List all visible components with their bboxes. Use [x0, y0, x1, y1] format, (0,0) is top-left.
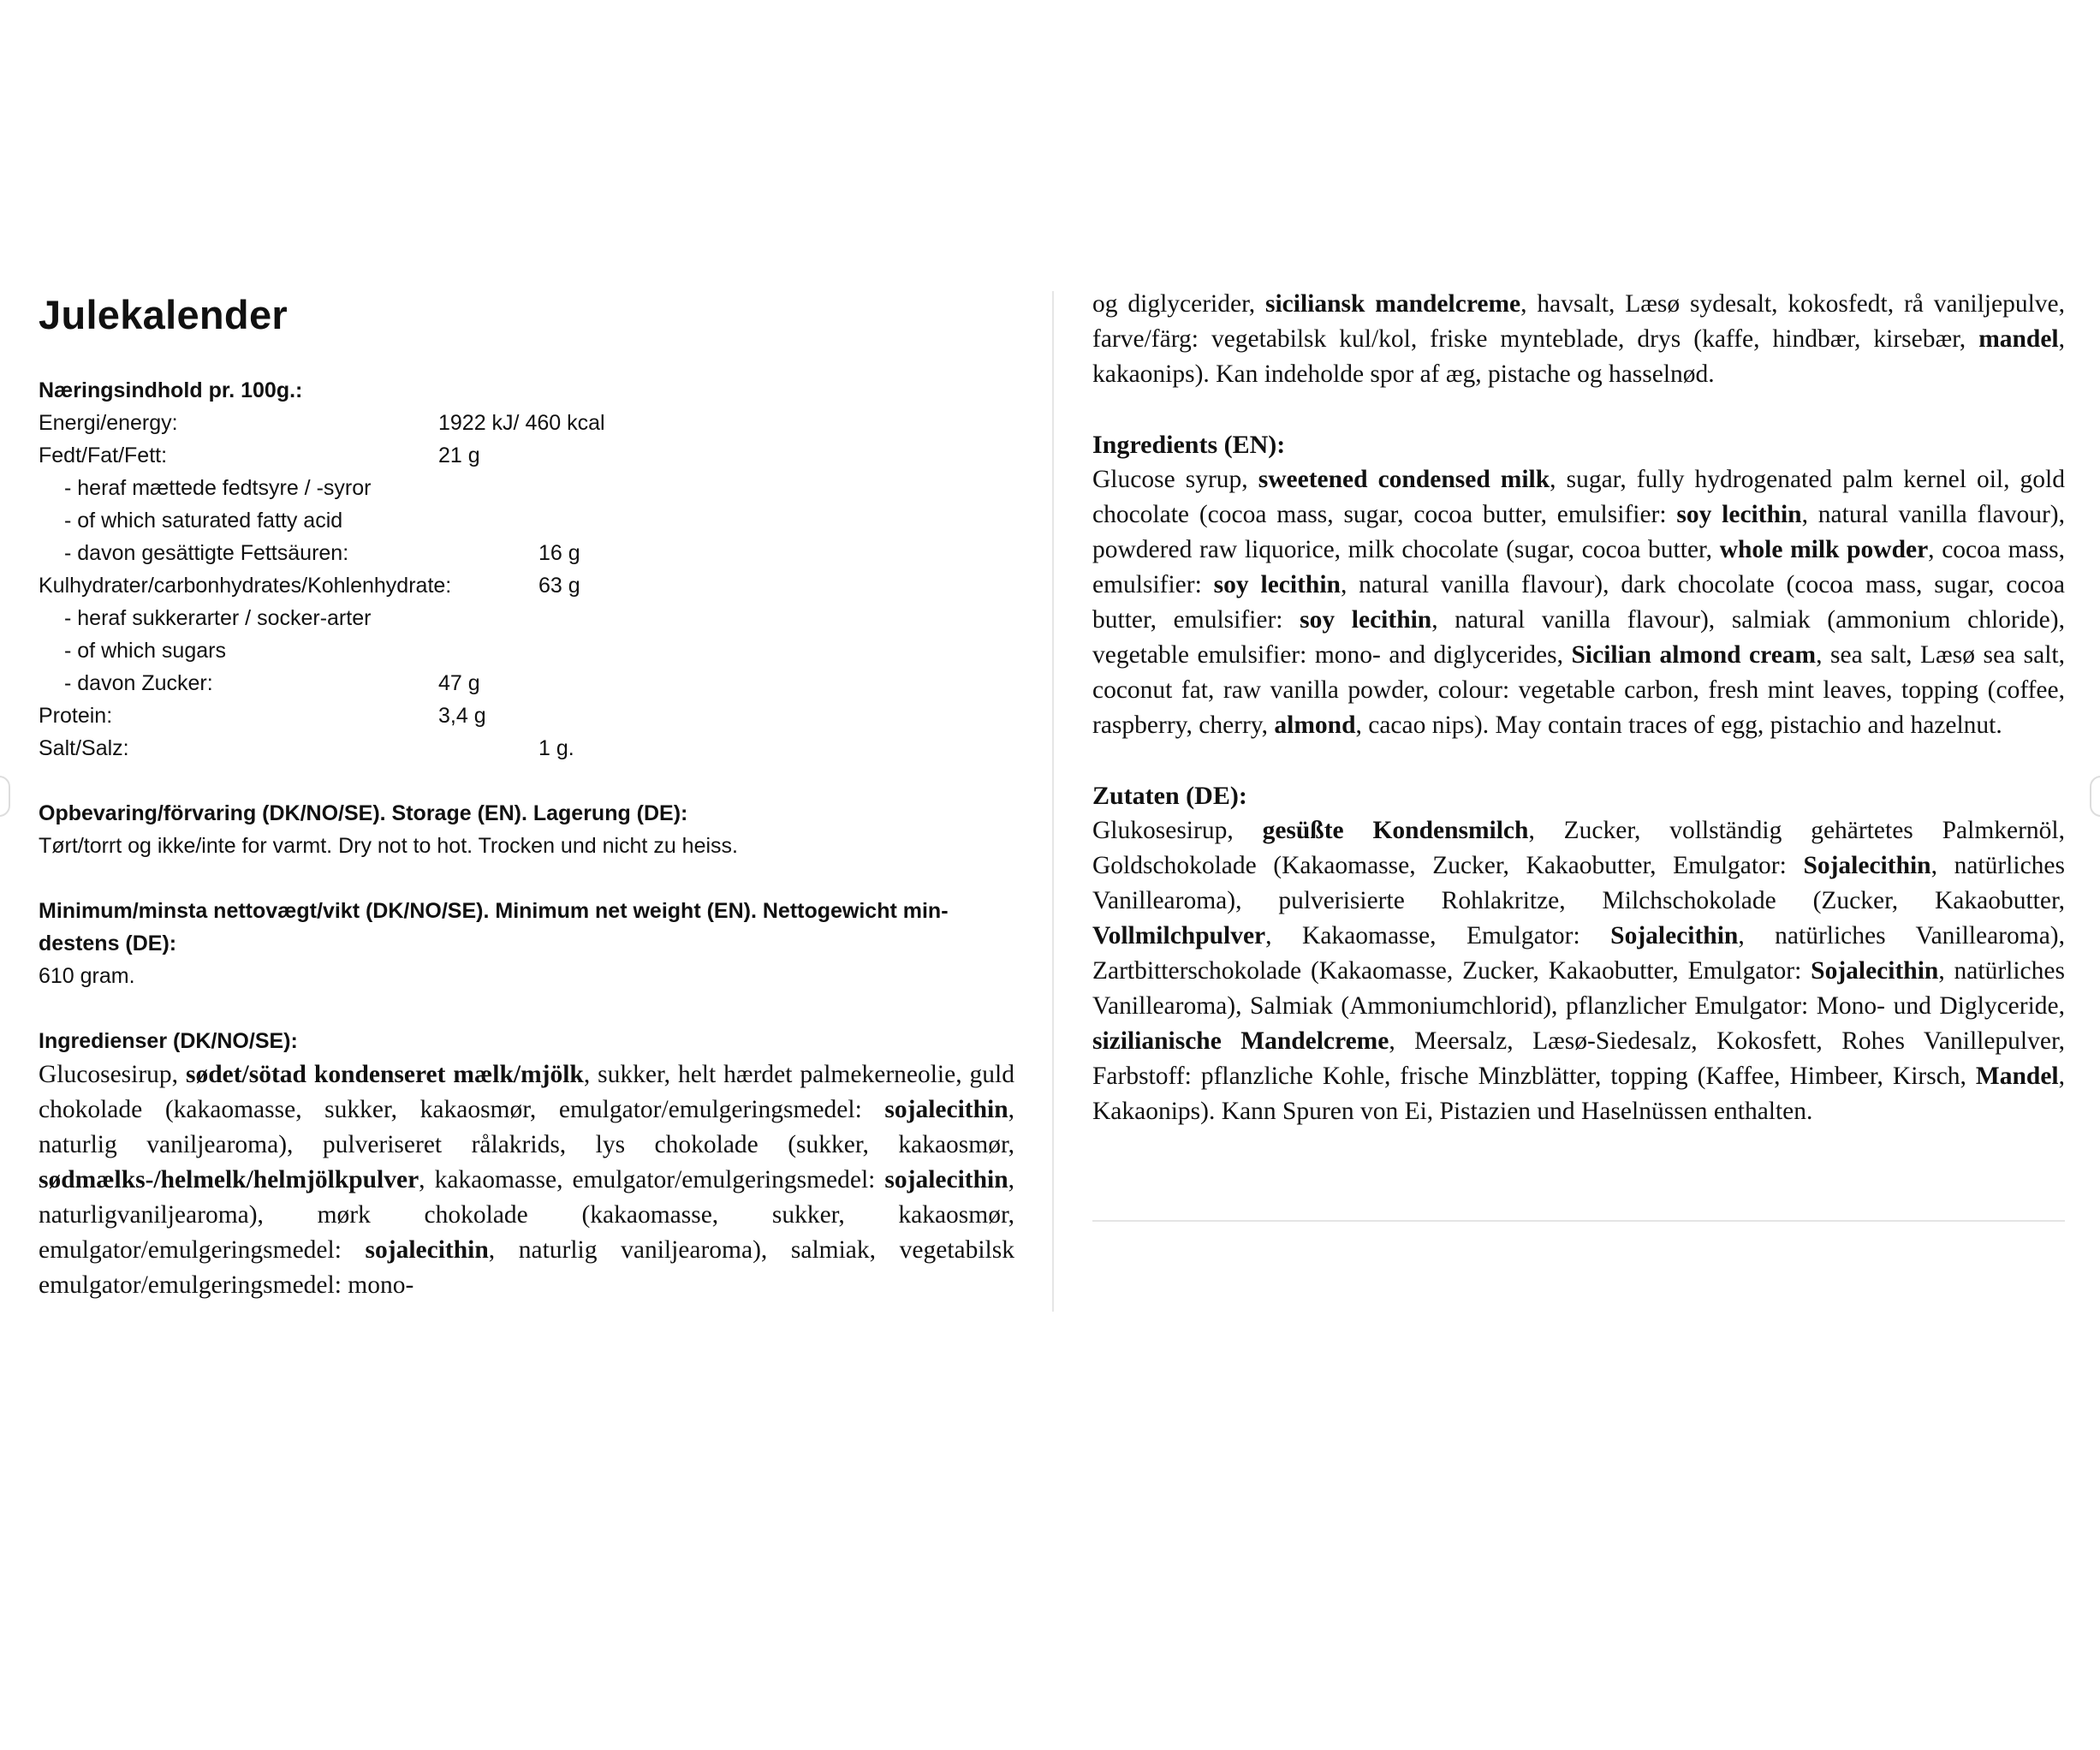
ingredients-dk-heading: Ingredienser (DK/NO/SE): [39, 1029, 298, 1053]
ingredients-dk-text [39, 1057, 1014, 1303]
ingredient-text: , Kakaonips). Kann Spuren von Ei, Pistazien und Haselnüssen enthalten. [1092, 1062, 2065, 1125]
allergen-text: Mandel [1975, 1062, 2059, 1090]
right-column [1092, 287, 2065, 1129]
allergen-text: sojalecithin [365, 1236, 489, 1264]
nutrition-value: 21 g [438, 443, 480, 467]
ingredient-text: , Zucker, vollständig gehärtetes Palmkernöl, Goldschokolade (Kakaomasse, Zucker, Kakaobutter, Emulgator: [1092, 817, 2066, 879]
allergen-text: gesüßte Kondensmilch [1262, 817, 1529, 844]
nutrition-row [39, 537, 1014, 569]
nutrition-label: - of which saturated fatty acid [64, 509, 343, 533]
storage-section [39, 797, 1014, 862]
nutrition-label: - davon gesättigte Fettsäuren: [64, 541, 349, 565]
nutrition-table [39, 407, 1014, 765]
ingredient-text: , Kakaomasse, Emulgator: [1265, 922, 1611, 949]
weight-text: 610 gram. [39, 964, 135, 988]
ingredients-dk-continuation [1092, 287, 2065, 392]
allergen-text: Sojalecithin [1610, 922, 1739, 949]
nutrition-row [39, 407, 1014, 439]
nutrition-value: 47 g [438, 671, 480, 695]
allergen-text: siciliansk mandelcreme [1265, 290, 1521, 318]
ingredient-text: Glucose syrup, [1092, 466, 1258, 493]
allergen-text: Sicilian almond cream [1571, 641, 1817, 669]
nutrition-row [39, 439, 1014, 472]
ingredient-text: , sea salt, Læsø sea salt, coconut fat, raw vanilla powder, colour: vegetable carbon, fresh mint leaves, topping (coffee, raspberry, cherry, [1092, 641, 2065, 739]
ingredients-en-text [1092, 462, 2065, 743]
ingredient-text: , natural vanilla flavour), dark chocolate (cocoa mass, sugar, cocoa butter, emulsifier: [1092, 571, 2065, 634]
ingredient-text: , Meersalz, Læsø-Siedesalz, Kokosfett, Rohes Vanillepulver, Farbstoff: pflanzliche Kohle, frische Minzblätter, topping (Kaffee, Himbeer, Kirsch, [1092, 1027, 2065, 1090]
section-rule [1092, 1220, 2065, 1222]
ingredient-text: , kakaonips). Kan indeholde spor af æg, pistache og hasselnød. [1092, 325, 2065, 388]
allergen-text: sødmælks-/helmelk/helmjölkpulver [39, 1166, 419, 1193]
nutrition-label: Protein: [39, 704, 113, 728]
allergen-text: sojalecithin [884, 1096, 1008, 1123]
ingredients-en-heading: Ingredients (EN): [1092, 431, 1286, 459]
nutrition-label: - davon Zucker: [64, 671, 213, 695]
allergen-text: sojalecithin [884, 1166, 1008, 1193]
ingredients-de-text [1092, 813, 2065, 1129]
nutrition-label: - of which sugars [64, 639, 226, 663]
weight-heading-line1: Minimum/minsta nettovægt/vikt (DK/NO/SE). Minimum net weight (EN). Nettogewicht min- [39, 899, 949, 923]
ingredient-text: , sugar, fully hydrogenated palm kernel oil, gold chocolate (cocoa mass, sugar, cocoa butter, emulsifier: [1092, 466, 2065, 528]
allergen-text: sweetened condensed milk [1258, 466, 1550, 493]
ingredient-text: Glukosesirup, [1092, 817, 1263, 844]
ingredient-text: og diglycerider, [1092, 290, 1265, 318]
nutrition-value: 3,4 g [438, 704, 486, 728]
ingredient-text: , natural vanilla flavour), powdered raw liquorice, milk chocolate (sugar, cocoa butter, [1092, 501, 2065, 563]
nutrition-row [39, 667, 1014, 699]
ingredient-text: , natürliches Vanillearoma), Salmiak (Ammoniumchlorid), pflanzlicher Emulgator: Mono- und Diglyceride, [1092, 957, 2065, 1020]
nutrition-label: Energi/energy: [39, 411, 178, 435]
nutrition-value: 63 g [538, 574, 580, 598]
nutrition-row [39, 472, 1014, 504]
ingredient-text: , havsalt, Læsø sydesalt, kokosfedt, rå vaniljepulve, farve/färg: vegetabilsk kul/kol, friske mynteblade, drys (kaffe, hindbær, kirsebær, [1092, 290, 2065, 353]
page-title: Julekalender [39, 292, 288, 337]
right-edge-marker [2090, 776, 2100, 817]
allergen-text: whole milk powder [1719, 536, 1929, 563]
nutrition-label: Salt/Salz: [39, 736, 129, 760]
allergen-text: soy lecithin [1300, 606, 1432, 634]
nutrition-row [39, 699, 1014, 732]
ingredient-text: , sukker, helt hærdet palmekerneolie, guld chokolade (kakaomasse, sukker, kakaosmør, emulgator/emulgeringsmedel: [39, 1061, 1014, 1123]
left-column [39, 291, 1014, 1303]
weight-heading [39, 895, 1014, 960]
ingredient-text: , naturlig vaniljearoma), salmiak, vegetabilsk emulgator/emulgeringsmedel: mono- [39, 1236, 1014, 1299]
nutrition-label: - heraf mættede fedtsyre / -syror [64, 476, 372, 500]
ingredients-de-heading: Zutaten (DE): [1092, 782, 1247, 810]
nutrition-row [39, 732, 1014, 765]
ingredient-text: , natürliches Vanillearoma), Zartbitterschokolade (Kakaomasse, Zucker, Kakaobutter, Emulgator: [1092, 922, 2065, 985]
allergen-text: almond [1274, 711, 1356, 739]
nutrition-row [39, 504, 1014, 537]
nutrition-row [39, 569, 1014, 602]
column-divider [1052, 291, 1054, 1312]
allergen-text: Sojalecithin [1811, 957, 1939, 985]
nutrition-row [39, 602, 1014, 634]
ingredient-text: , natürliches Vanillearoma), pulverisierte Rohlakritze, Milchschokolade (Zucker, Kakaobutter, [1092, 852, 2065, 914]
allergen-text: soy lecithin [1213, 571, 1341, 598]
nutrition-value: 16 g [538, 541, 580, 565]
allergen-text: sizilianische Mandelcreme [1092, 1027, 1389, 1055]
ingredients-dk-section [39, 1025, 1014, 1303]
allergen-text: sødet/sötad kondenseret mælk/mjölk [186, 1061, 584, 1088]
storage-heading: Opbevaring/förvaring (DK/NO/SE). Storage (EN). Lagerung (DE): [39, 801, 688, 825]
weight-section [39, 895, 1014, 992]
nutrition-value: 1 g. [538, 736, 574, 760]
nutrition-label: Fedt/Fat/Fett: [39, 443, 168, 467]
nutrition-heading: Næringsindhold pr. 100g.: [39, 378, 303, 402]
ingredient-text: , natural vanilla flavour), salmiak (ammonium chloride), vegetable emulsifier: mono- and diglycerides, [1092, 606, 2065, 669]
left-edge-marker [0, 776, 10, 817]
ingredient-text: Glucosesirup, [39, 1061, 186, 1088]
nutrition-label: - heraf sukkerarter / socker-arter [64, 606, 372, 630]
ingredient-text: , cacao nips). May contain traces of egg, pistachio and hazelnut. [1355, 711, 2002, 739]
ingredient-text: , naturligvaniljearoma), mørk chokolade (kakaomasse, sukker, kakaosmør, emulgator/emulgeringsmedel: [39, 1166, 1014, 1264]
allergen-text: Vollmilchpulver [1092, 922, 1266, 949]
nutrition-label: Kulhydrater/carbonhydrates/Kohlenhydrate: [39, 574, 452, 598]
allergen-text: soy lecithin [1676, 501, 1802, 528]
nutrition-row [39, 634, 1014, 667]
weight-heading-line2: destens (DE): [39, 932, 177, 955]
ingredient-text: , naturlig vaniljearoma), pulveriseret rålakrids, lys chokolade (sukker, kakaosmør, [39, 1096, 1014, 1158]
storage-text: Tørt/torrt og ikke/inte for varmt. Dry not to hot. Trocken und nicht zu heiss. [39, 834, 738, 858]
ingredient-text: , cocoa mass, emulsifier: [1092, 536, 2065, 598]
ingredient-text: , kakaomasse, emulgator/emulgeringsmedel: [419, 1166, 885, 1193]
allergen-text: Sojalecithin [1803, 852, 1931, 879]
allergen-text: mandel [1978, 325, 2059, 353]
nutrition-value: 1922 kJ/ 460 kcal [438, 411, 605, 435]
